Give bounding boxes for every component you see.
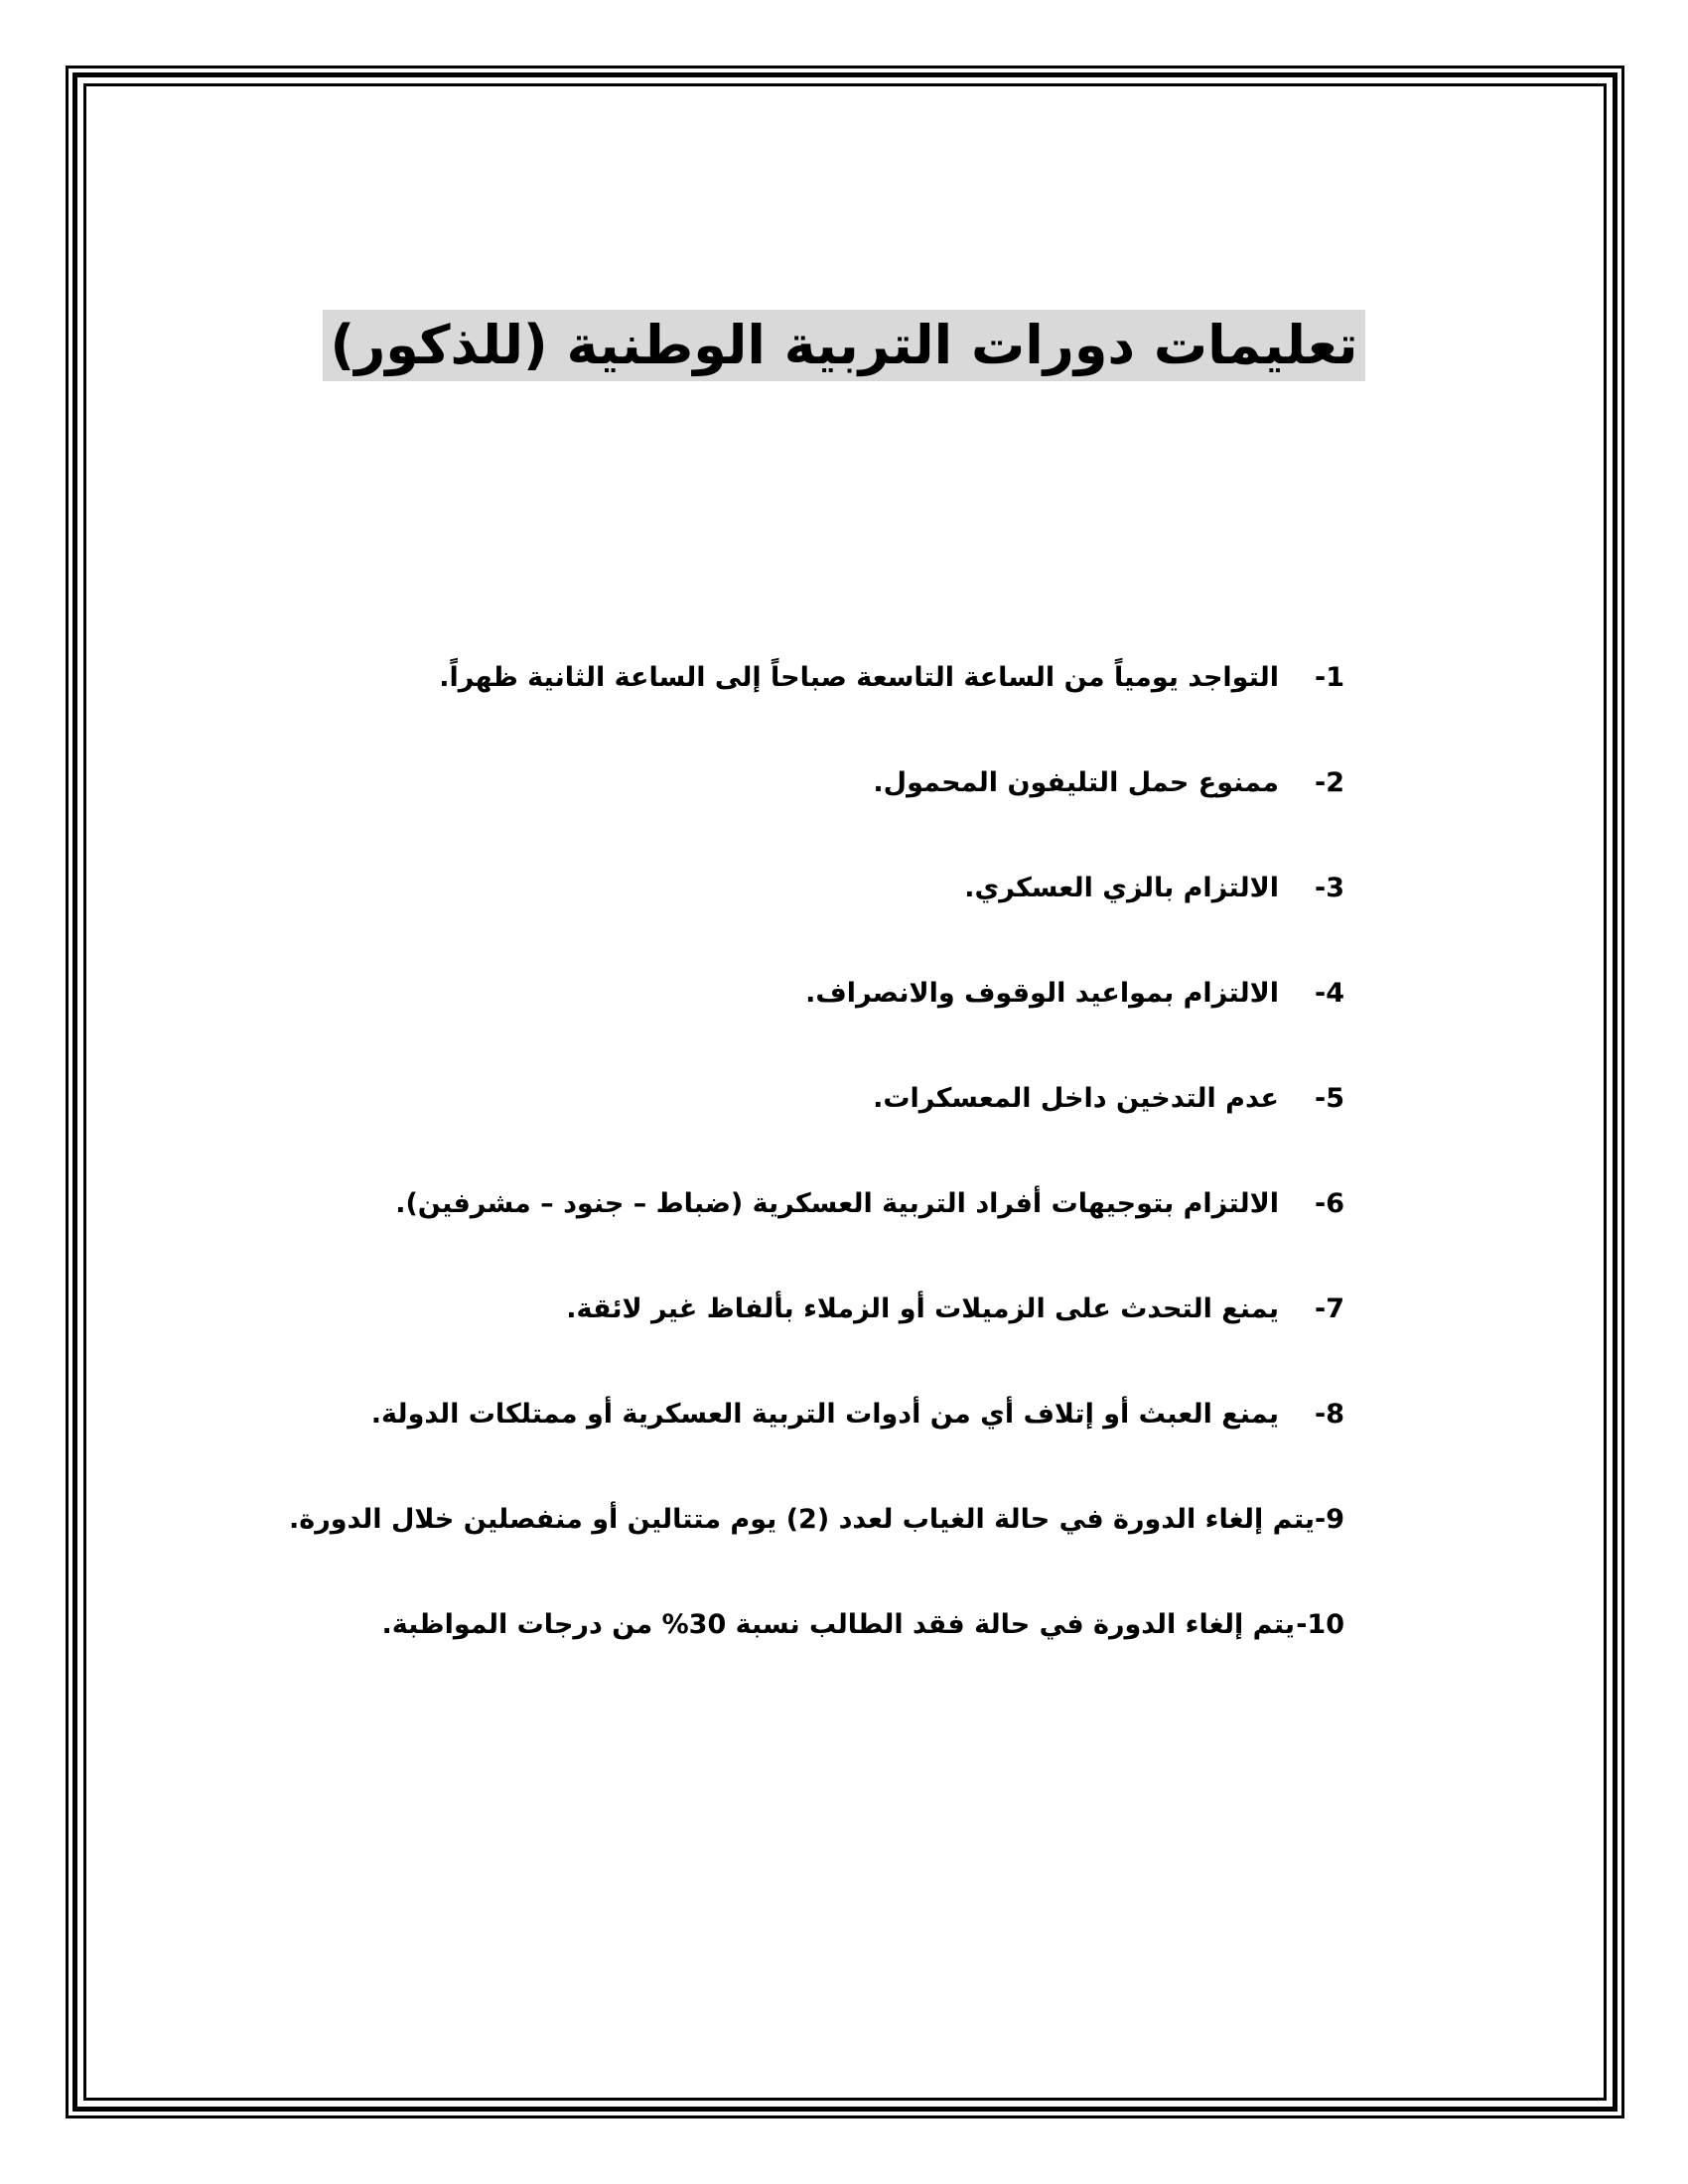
title-container [0, 310, 1688, 381]
item-number: -10 [1296, 1609, 1344, 1640]
item-number: -8 [1315, 1399, 1344, 1430]
list-item [298, 861, 1344, 966]
item-number: -7 [1315, 1294, 1344, 1324]
page-title: تعليمات دورات التربية الوطنية (للذكور) [323, 310, 1366, 381]
item-text: يمنع التحدث على الزميلات أو الزملاء بألفاظ غير لائقة. [566, 1294, 1279, 1324]
item-number: -2 [1315, 767, 1344, 798]
item-number: -9 [1315, 1504, 1344, 1535]
item-text: الالتزام بتوجيهات أفراد التربية العسكرية (ضباط – جنود – مشرفين). [395, 1188, 1279, 1219]
item-number: -1 [1315, 662, 1344, 693]
item-text: يتم إلغاء الدورة في حالة فقد الطالب نسبة 30% من درجات المواظبة. [381, 1609, 1295, 1640]
item-number: -6 [1315, 1188, 1344, 1219]
list-item [298, 1387, 1344, 1492]
instructions-list [289, 650, 1344, 1703]
list-item [298, 1282, 1344, 1387]
list-item [298, 1176, 1344, 1282]
list-item [298, 650, 1344, 755]
item-text: عدم التدخين داخل المعسكرات. [873, 1083, 1279, 1114]
list-item [298, 755, 1344, 861]
item-text: يتم إلغاء الدورة في حالة الغياب لعدد (2) يوم متتالين أو منفصلين خلال الدورة. [289, 1504, 1315, 1535]
item-number: -3 [1315, 873, 1344, 903]
item-text: التواجد يومياً من الساعة التاسعة صباحاً إلى الساعة الثانية ظهراً. [439, 662, 1279, 693]
item-text: الالتزام بالزي العسكري. [964, 873, 1279, 903]
list-item [289, 1492, 1344, 1597]
item-text: الالتزام بمواعيد الوقوف والانصراف. [805, 978, 1279, 1009]
list-item [298, 1597, 1344, 1703]
item-text: يمنع العبث أو إتلاف أي من أدوات التربية العسكرية أو ممتلكات الدولة. [370, 1399, 1279, 1430]
item-number: -4 [1315, 978, 1344, 1009]
list-item [298, 966, 1344, 1071]
list-item [298, 1071, 1344, 1176]
item-number: -5 [1315, 1083, 1344, 1114]
item-text: ممنوع حمل التليفون المحمول. [873, 767, 1279, 798]
